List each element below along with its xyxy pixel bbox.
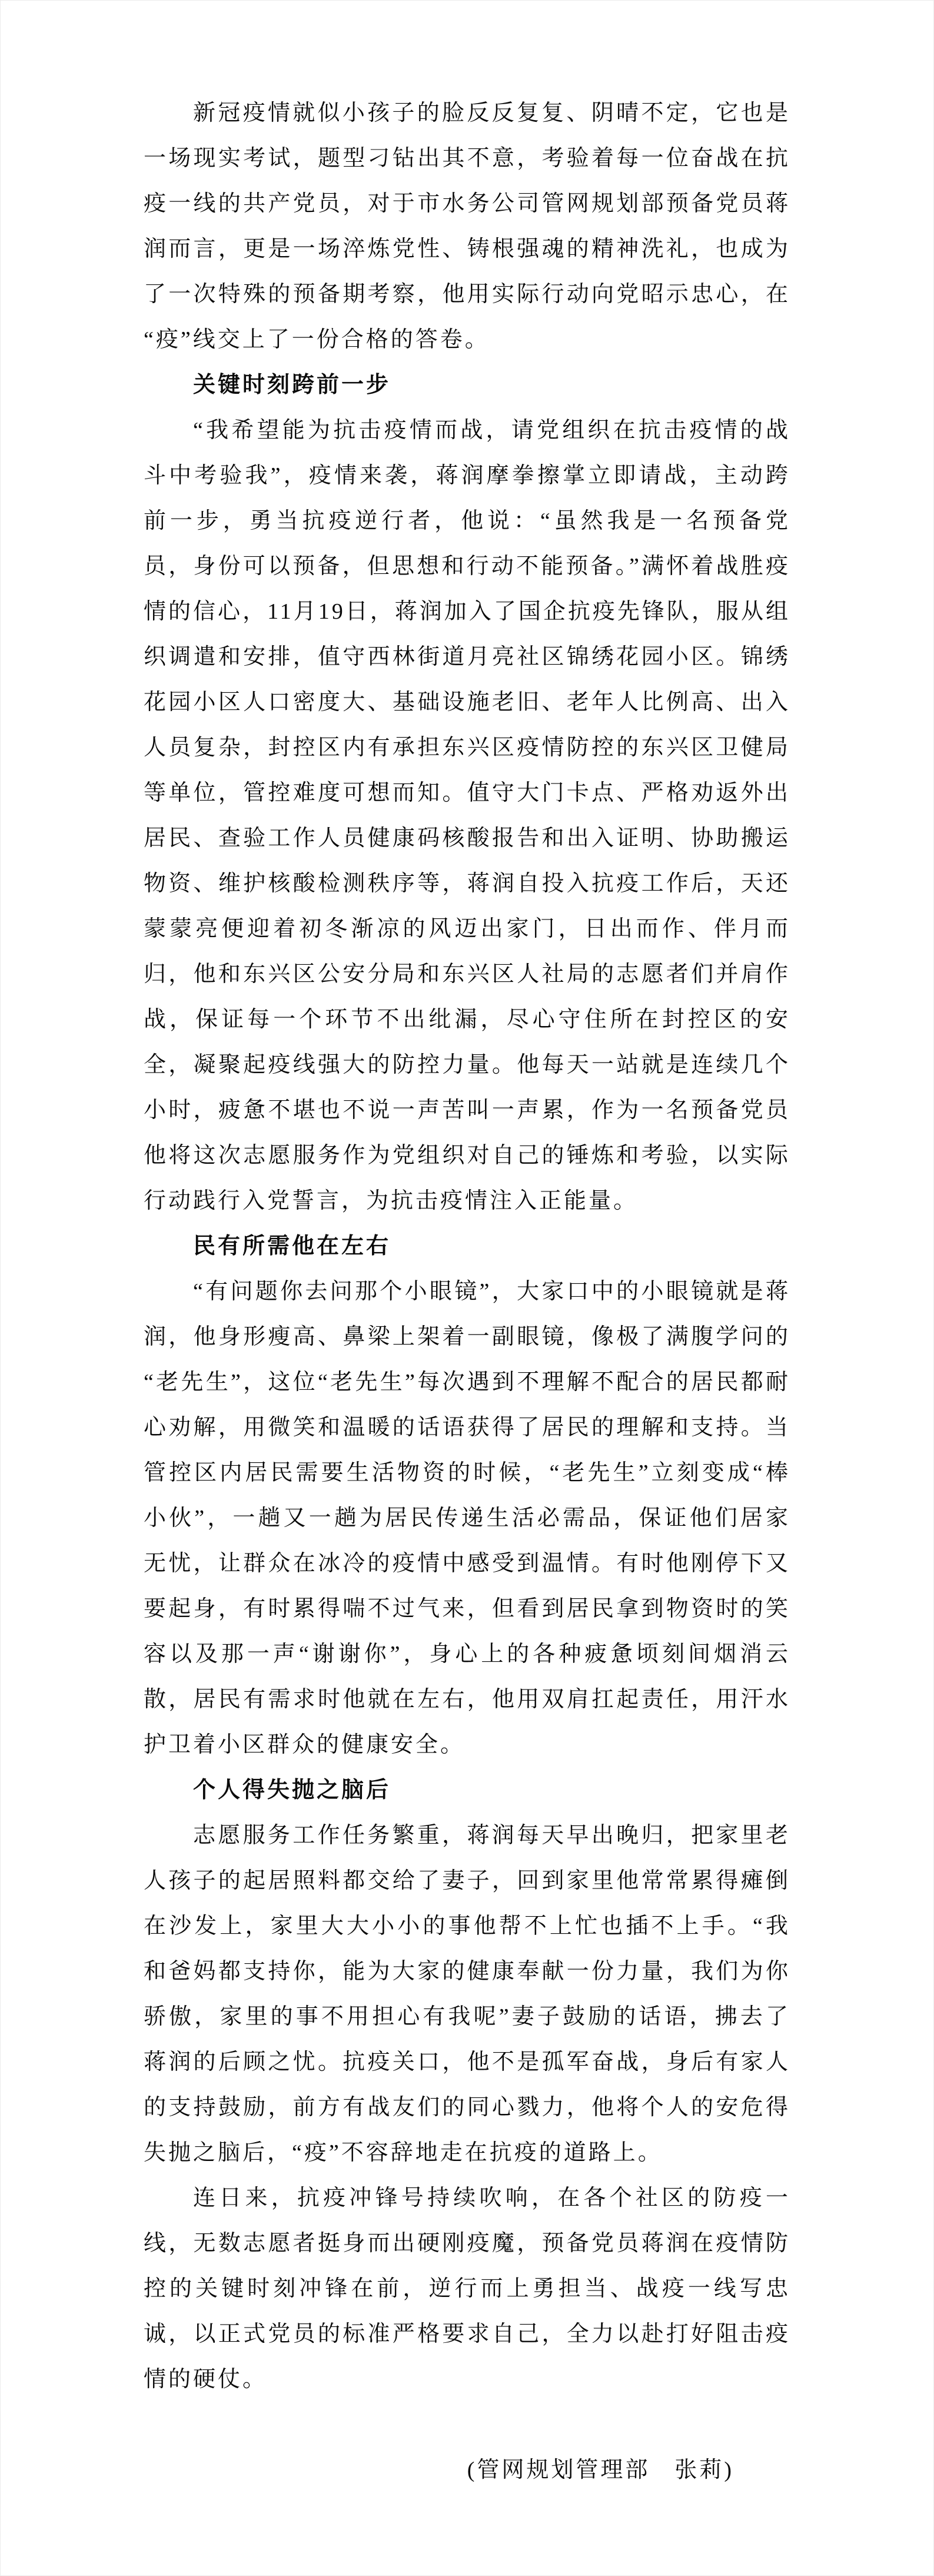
- signature-line: (管网规划管理部 张莉): [467, 2458, 734, 2482]
- article-paragraph-closing: 连日来，抗疫冲锋号持续吹响，在各个社区的防疫一线，无数志愿者挺身而出硬刚疫魔，预备党员蒋润在疫情防控的关键时刻冲锋在前，逆行而上勇担当、战疫一线写忠诚，以正式党员的标准严格要求自己，全力以赴打好阻击疫情的硬仗。: [144, 2186, 790, 2392]
- article-paragraph-section-1: “我希望能为抗击疫情而战，请党组织在抗击疫情的战斗中考验我”，疫情来袭，蒋润摩拳擦掌立即请战，主动跨前一步，勇当抗疫逆行者，他说：“虽然我是一名预备党员，身份可以预备，但思想和行动不能预备。”满怀着战胜疫情的信心，11月19日，蒋润加入了国企抗疫先锋队，服从组织调遣和安排，值守西林街道月亮社区锦绣花园小区。锦绣花园小区人口密度大、基础设施老旧、老年人比例高、出入人员复杂，封控区内有承担东兴区疫情防控的东兴区卫健局等单位，管控难度可想而知。值守大门卡点、严格劝返外出居民、查验工作人员健康码核酸报告和出入证明、协助搬运物资、维护核酸检测秩序等，蒋润自投入抗疫工作后，天还蒙蒙亮便迎着初冬渐凉的风迈出家门，日出而作、伴月而归，他和东兴区公安分局和东兴区人社局的志愿者们并肩作战，保证每一个环节不出纰漏，尽心守住所在封控区的安全，凝聚起疫线强大的防控力量。他每天一站就是连续几个小时，疲惫不堪也不说一声苦叫一声累，作为一名预备党员他将这次志愿服务作为党组织对自己的锤炼和考验，以实际行动践行入党誓言，为抗击疫情注入正能量。: [144, 418, 790, 1213]
- article-paragraph-intro: 新冠疫情就似小孩子的脸反反复复、阴晴不定，它也是一场现实考试，题型刁钻出其不意，考验着每一位奋战在抗疫一线的共产党员，对于市水务公司管网规划部预备党员蒋润而言，更是一场淬炼党性、铸根强魂的精神洗礼，也成为了一次特殊的预备期考察，他用实际行动向党昭示忠心，在“疫”线交上了一份合格的答卷。: [144, 101, 790, 352]
- article-paragraph-section-3: 志愿服务工作任务繁重，蒋润每天早出晚归，把家里老人孩子的起居照料都交给了妻子，回到家里他常常累得瘫倒在沙发上，家里大大小小的事他帮不上忙也插不上手。“我和爸妈都支持你，能为大家的健康奉献一份力量，我们为你骄傲，家里的事不用担心有我呢”妻子鼓励的话语，拂去了蒋润的后顾之忧。抗疫关口，他不是孤军奋战，身后有家人的支持鼓励，前方有战友们的同心戮力，他将个人的安危得失抛之脑后，“疫”不容辞地走在抗疫的道路上。: [144, 1823, 790, 2165]
- section-heading-1: 关键时刻跨前一步: [193, 373, 391, 397]
- article-paragraph-section-2: “有问题你去问那个小眼镜”，大家口中的小眼镜就是蒋润，他身形瘦高、鼻梁上架着一副眼镜，像极了满腹学问的“老先生”，这位“老先生”每次遇到不理解不配合的居民都耐心劝解，用微笑和温暖的话语获得了居民的理解和支持。当管控区内居民需要生活物资的时候，“老先生”立刻变成“棒小伙”，一趟又一趟为居民传递生活必需品，保证他们居家无忧，让群众在冰冷的疫情中感受到温情。有时他刚停下又要起身，有时累得喘不过气来，但看到居民拿到物资时的笑容以及那一声“谢谢你”，身心上的各种疲惫顷刻间烟消云散，居民有需求时他就在左右，他用双肩扛起责任，用汗水护卫着小区群众的健康安全。: [144, 1279, 790, 1757]
- section-heading-2: 民有所需他在左右: [193, 1234, 391, 1259]
- section-heading-3: 个人得失抛之脑后: [193, 1778, 391, 1802]
